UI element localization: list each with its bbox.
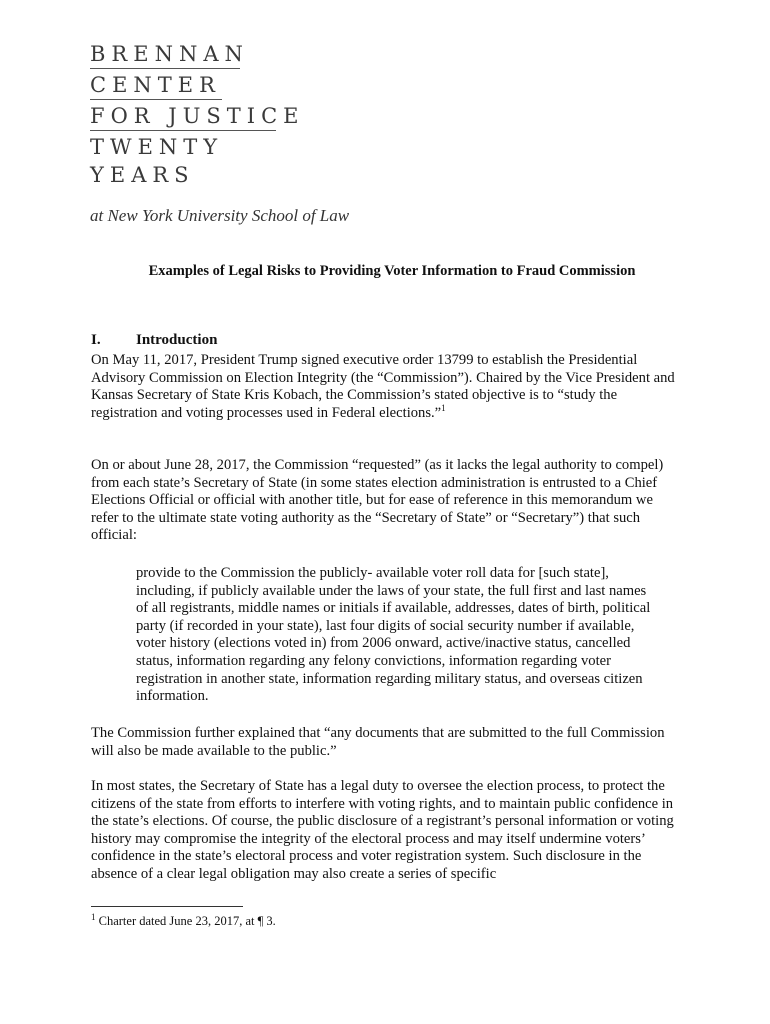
logo-line-years: YEARS [90,163,195,187]
paragraph-legal-duty: In most states, the Secretary of State has a legal duty to oversee the election process, to protect the citizens of the state from efforts to interfere with voting rights, and to maintain public confidence in the state’s elections. Of course, the public disclosure of a registrant’s personal information or voting history may compromise the integrity of the electoral process and may itself undermine voters’ confidence in the state’s electoral process and voter registration system. Such disclosure in the absence of a clear legal obligation may also create a series of specific [91,778,674,882]
footnote-text: Charter dated June 23, 2017, at ¶ 3. [98,914,276,928]
block-quote: provide to the Commission the publicly- available voter roll data for [such state], including, if publicly available under the laws of your state, the full first and last names of all registrants, middle names or initials if available, addresses, dates of birth, political party (if recorded in your state), last four digits of social security number if available, voter history (elections voted in) from 2006 onward, active/inactive status, cancelled status, information regarding any felony convictions, information regarding voter registration in another state, information regarding military status, and overseas citizen information. [136,565,651,705]
logo-rule [90,130,276,131]
paragraph-request: On or about June 28, 2017, the Commission “requested” (as it lacks the legal authority to compel) from each state’s Secretary of State (in some states election administration is entrusted to a Chief Elections Official or official with another title, but for ease of reference in this memorandum we refer to the ultimate state voting authority as the “Secretary of State” or “Secretary”) that such official: [91,457,664,544]
footnote-number: 1 [91,911,96,922]
section-title: Introduction [136,332,218,348]
brennan-center-logo [90,42,305,189]
footnote-reference: 1 [441,402,446,413]
section-number: I. [91,332,101,348]
logo-affiliation: at New York University School of Law [90,206,350,225]
paragraph-intro [91,352,681,422]
logo-line-twenty: TWENTY [90,135,224,159]
logo-line-for-justice: FOR JUSTICE [90,104,305,128]
section-heading [91,332,217,349]
paragraph-intro-text: On May 11, 2017, President Trump signed executive order 13799 to establish the Presidential Advisory Commission on Election Integrity (the “Commission”). Chaired by the Vice President and Kansas Secretary of State Kris Kobach, the Commission’s stated objective is to “study the registration and voting processes used in Federal elections.” [91,352,675,421]
logo-rule [90,99,222,100]
footnote-divider [91,906,243,907]
logo-line-brennan: BRENNAN [90,42,249,66]
paragraph-public-disclosure: The Commission further explained that “any documents that are submitted to the full Commission will also be made available to the public.” [91,725,665,759]
logo-rule [90,68,240,69]
logo-line-center: CENTER [90,73,221,97]
footnote [91,911,276,929]
document-title: Examples of Legal Risks to Providing Voter Information to Fraud Commission [148,263,636,279]
